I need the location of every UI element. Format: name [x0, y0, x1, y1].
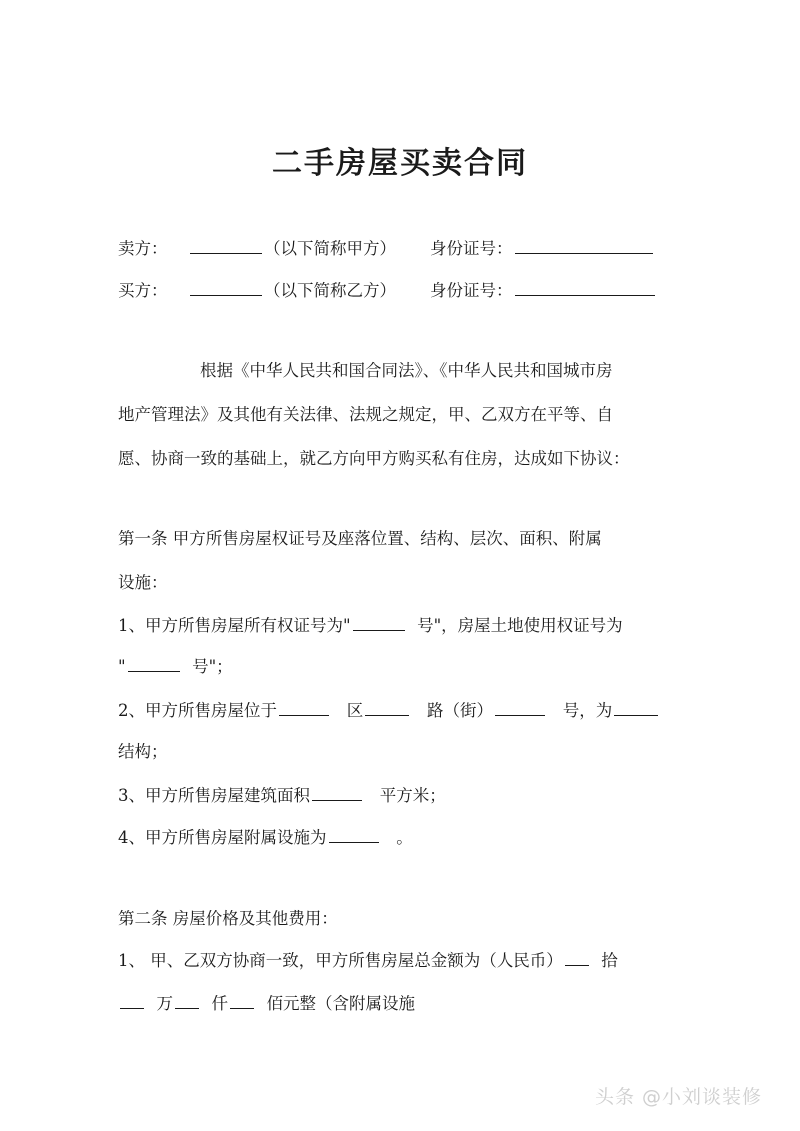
seller-label: 卖方： [118, 239, 168, 258]
article-1-item-4 [118, 824, 413, 848]
preamble-line-1: 根据《中华人民共和国合同法》、《中华人民共和国城市房 [200, 361, 613, 380]
area-blank [312, 784, 362, 802]
item-text: 佰元整（含附属设施 [266, 994, 415, 1013]
item-text: 路（街） [427, 701, 493, 720]
ownership-cert-blank [353, 614, 405, 632]
item-text: 2、甲方所售房屋位于 [118, 701, 277, 720]
article-1-item-1 [118, 612, 623, 636]
document-title: 二手房屋买卖合同 [272, 146, 528, 181]
amount-ten-million-blank [565, 949, 589, 967]
item-text: 区 [346, 701, 364, 720]
item-text: 3、甲方所售房屋建筑面积 [118, 786, 310, 805]
buyer-line [118, 277, 657, 301]
district-blank [279, 699, 329, 717]
buyer-label: 买方： [118, 281, 168, 300]
article-1-item-3 [118, 782, 446, 806]
item-text: " [118, 657, 126, 676]
item-text: 4、甲方所售房屋附属设施为 [118, 828, 327, 847]
number-blank [495, 699, 545, 717]
item-text: 仟 [211, 994, 228, 1013]
amount-hundred-thousand-blank [175, 992, 199, 1010]
facilities-blank [329, 826, 379, 844]
article-1-item-2 [118, 697, 660, 721]
article-1-heading-line-2: 设施： [118, 573, 168, 592]
article-1-item-1-cont [118, 653, 233, 677]
preamble-line-3: 愿、协商一致的基础上，就乙方向甲方购买私有住房，达成如下协议： [118, 449, 630, 468]
land-cert-blank [128, 655, 180, 673]
article-1-heading-line-1: 第一条 甲方所售房屋权证号及座落位置、结构、层次、面积、附属 [118, 529, 602, 548]
article-1-item-2-cont: 结构； [118, 742, 168, 761]
seller-id-label: 身份证号： [430, 239, 513, 258]
seller-id-blank [515, 237, 653, 255]
item-text: 拾 [601, 951, 618, 970]
item-text: 1、甲方所售房屋所有权证号为" [118, 616, 351, 635]
seller-note: （以下简称甲方） [264, 239, 396, 258]
article-2-heading: 第二条 房屋价格及其他费用： [118, 909, 338, 928]
buyer-id-label: 身份证号： [430, 281, 513, 300]
road-blank [365, 699, 409, 717]
watermark-text: 头条 @小刘谈装修 [594, 1086, 762, 1108]
item-text: 号，为 [562, 701, 613, 720]
article-2-item-1 [118, 947, 618, 971]
item-text: 号"，房屋土地使用权证号为 [417, 616, 623, 635]
structure-blank [614, 699, 658, 717]
seller-name-blank [190, 237, 262, 255]
buyer-name-blank [190, 279, 262, 297]
item-text: 1、 甲、乙双方协商一致，甲方所售房屋总金额为（人民币） [118, 951, 563, 970]
seller-line [118, 235, 655, 259]
amount-thousand-blank [230, 992, 254, 1010]
preamble-line-2: 地产管理法》及其他有关法律、法规之规定，甲、乙双方在平等、自 [118, 405, 613, 424]
item-text: 万 [156, 994, 173, 1013]
item-text: 号"； [192, 657, 233, 676]
item-text: 。 [396, 828, 413, 847]
item-text: 平方米； [379, 786, 446, 805]
article-2-item-1-cont [118, 990, 415, 1014]
buyer-id-blank [515, 279, 655, 297]
amount-million-blank [120, 992, 144, 1010]
buyer-note: （以下简称乙方） [264, 281, 396, 300]
